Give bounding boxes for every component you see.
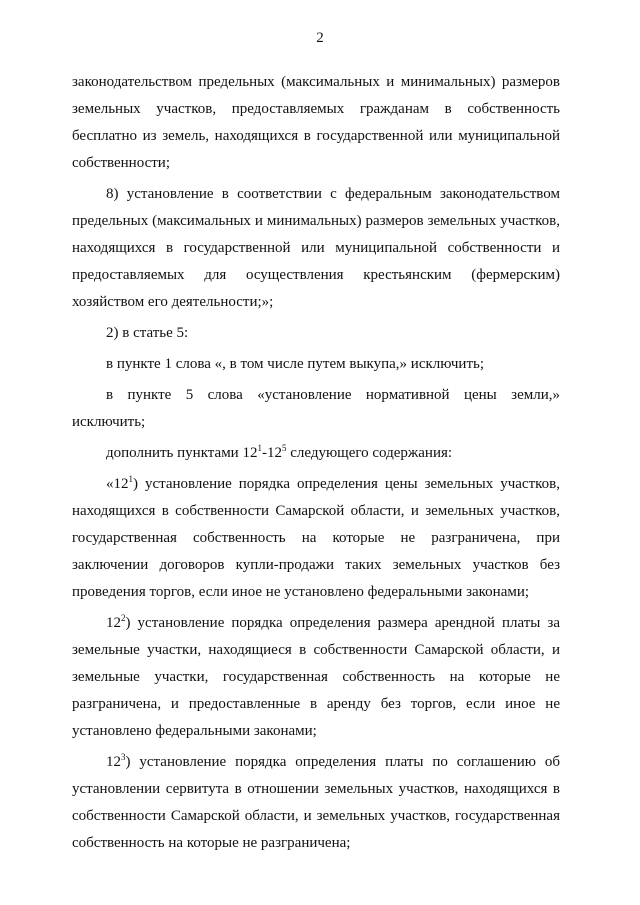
paragraph-item-8: 8) установление в соответствии с федеральным законодательством предельных (максимальных и минимальных) размеров земельных участков, находящихся в государственной или муниципальной собственности и предоставляемых для осуществления крестьянским (фермерским) хозяйством его деятельности;»; <box>72 186 560 310</box>
paragraph-item-12-3: $12^3$) установление порядка определения платы по соглашению об установлении сервитута в отношении земельных участков, находящихся в собственности Самарской области, и земельных участков, государственная собственность на которые не разграничена; <box>72 752 560 851</box>
paragraph-continuation: законодательством предельных (максимальных и минимальных) размеров земельных участков, предоставляемых гражданам в собственность бесплатно из земель, находящихся в государственной или муниципальной собственности; <box>72 74 560 171</box>
paragraph-supplement: дополнить пунктами $12^1-12^5$ следующего содержания: <box>106 443 453 461</box>
paragraph-point-1: в пункте 1 слова «, в том числе путем выкупа,» исключить; <box>106 356 485 372</box>
paragraph-item-12-2: $12^2$) установление порядка определения размера арендной платы за земельные участки, находящиеся в собственности Самарской области, и земельные участки, государственная собственность на которые не разграничена, и предоставленные в аренду без торгов, если иное не установлено федеральными законами; <box>72 613 560 739</box>
paragraph-item-12-1: «$12^1$) установление порядка определения цены земельных участков, находящихся в собственности Самарской области, и земельных участков, государственная собственность на которые не разграничена, при заключении договоров купли-продажи таких земельных участков без проведения торгов, если иное не установлено федеральными законами; <box>72 474 560 600</box>
document-body <box>72 69 560 857</box>
paragraph-article-5: 2) в статье 5: <box>106 325 189 341</box>
paragraph-point-5: в пункте 5 слова «установление нормативной цены земли,» исключить; <box>72 387 560 430</box>
page-number: 2 <box>316 30 324 46</box>
